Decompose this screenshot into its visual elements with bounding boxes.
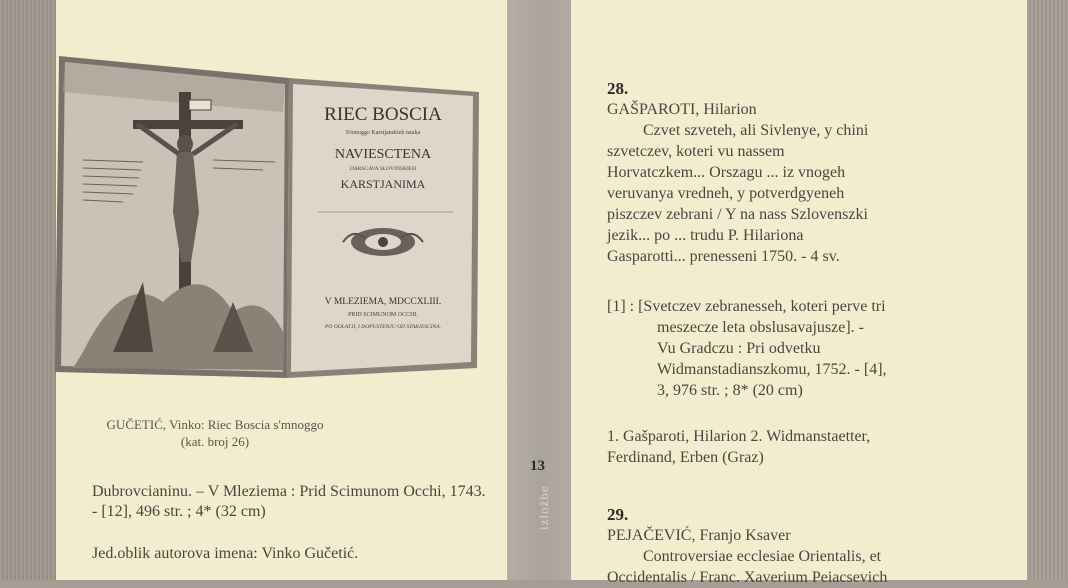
entry-28-volume [607,296,1017,401]
title-line: veruvanya vredneh, y potverdgyeneh [607,185,845,202]
photo-main-word: NAVIESCTENA [334,147,432,162]
caption-line-1: GUČETIĆ, Vinko: Riec Boscia s'mnoggo [106,417,324,432]
entry-number: 28. [607,79,629,98]
scan-edge-left [0,0,56,580]
photo-title: RIEC BOSCIA [324,104,442,125]
entry-28-index [607,426,1017,468]
caption-line-2: (kat. broj 26) [180,434,250,449]
photo-caption [70,416,360,450]
entry-28 [607,78,1017,267]
title-line: jezik... po ... trudu P. Hilariona [607,227,804,244]
title-line: Czvet szveteh, ali Sivlenye, y chini [643,122,869,139]
photo-subtitle: S'mnoggo Karstjanskieh nauka [345,130,421,136]
page-number: 13 [530,458,545,474]
scan-edge-right [1027,0,1068,580]
volume-line: meszecze leta obslusavajusze]. - [657,319,865,336]
volume-line: Vu Gradczu : Pri odvetku [657,340,821,357]
title-line: Occidentalis / Franc. Xaverium Peiacsevich [607,569,888,586]
volume-line: Widmanstadianszkomu, 1752. - [4], [657,361,887,378]
index-line: Ferdinand, Erben (Graz) [607,449,764,466]
entry-author: PEJAČEVIĆ, Franjo Ksaver [607,527,791,544]
title-line: Gasparotti... prenesseni 1750. - 4 sv. [607,248,840,265]
photo-second-word: KARSTJANIMA [340,177,426,191]
left-author-form: Jed.oblik autorova imena: Vinko Gučetić. [92,545,359,562]
volume-line: [1] : [Svetczev zebranesseh, koteri perve tri [607,298,886,315]
entry-29 [607,504,1017,588]
title-line: szvetczev, koteri vu nassem [607,143,785,160]
index-line: 1. Gašparoti, Hilarion 2. Widmanstaetter, [607,428,871,445]
volume-line: 3, 976 str. ; 8* (20 cm) [657,382,803,399]
entry-author: GAŠPAROTI, Hilarion [607,101,757,118]
photo-city-line: V MLEZIEMA, MDCCXLIII. [324,297,442,307]
book-photograph [53,52,483,382]
entry-number: 29. [607,505,629,524]
title-line: Controversiae ecclesiae Orientalis, et [643,548,882,565]
photo-printer-line: PRID SCIMUNOM OCCHI. [348,312,418,318]
photo-permission-line: PO ODLATJI, I DOPUSTENJU OD STARJESCINA. [325,324,441,330]
title-line: Horvatczkem... Orszagu ... iz vnogeh [607,164,846,181]
left-entry-continuation: Dubrovcianinu. – V Mleziema : Prid Scimunom Occhi, 1743. - [12], 496 str. ; 4* (32 cm) [92,483,486,520]
title-line: piszczev zebrani / Y na nass Szlovenszki [607,206,868,223]
side-label: izložbe [536,485,551,530]
photo-small-line: DARSCAVA SLOVINSKIEH [349,166,417,172]
